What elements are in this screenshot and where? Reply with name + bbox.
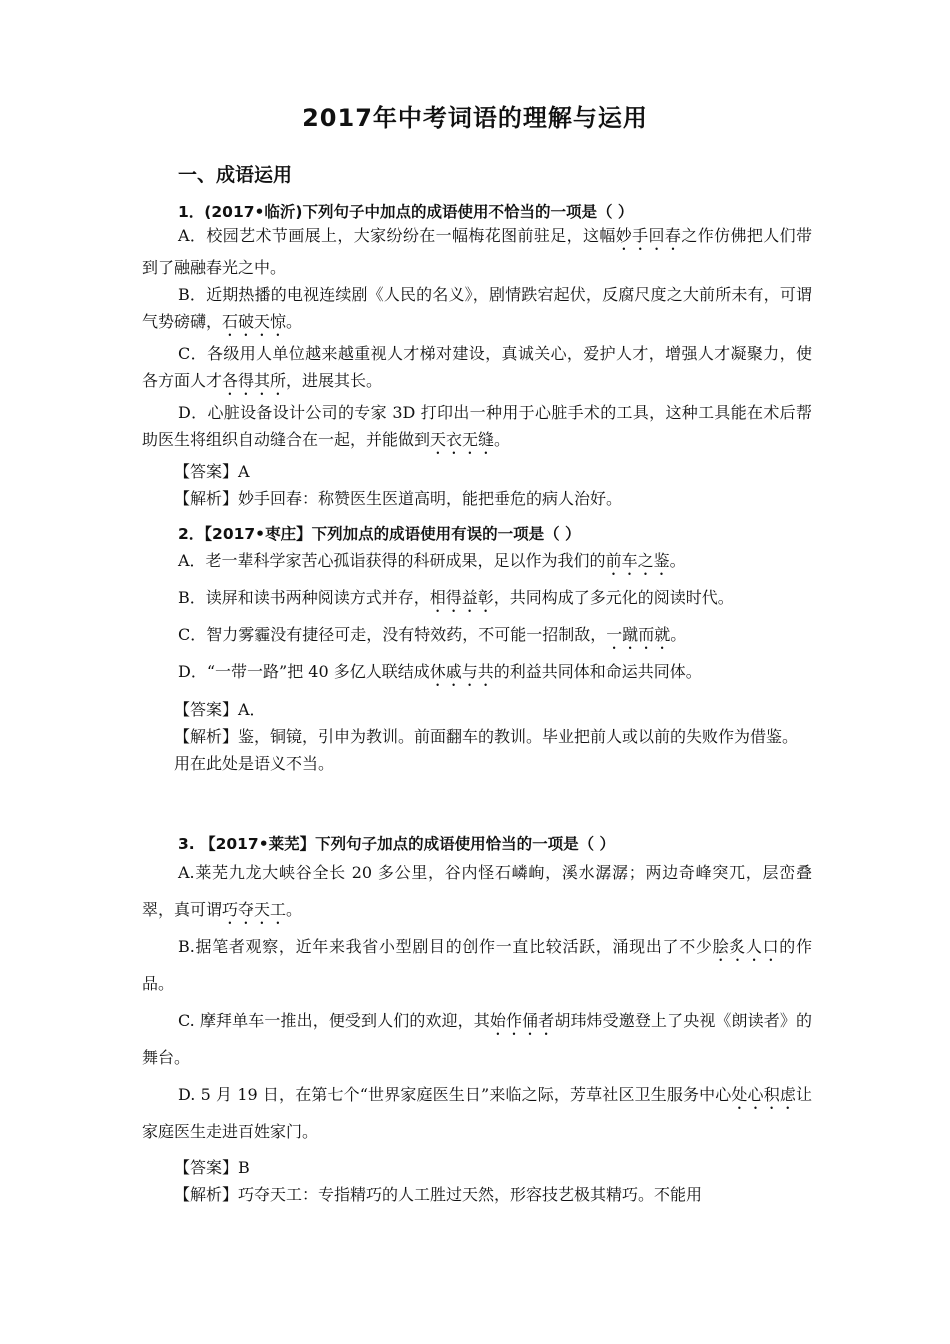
option-d: D. 5 月 19 日，在第七个“世界家庭医生日”来临之际，芳草社区卫生服务中心处心积虑让家庭医生走进百姓家门。 [142,1085,812,1141]
answer: 【答案】A [174,462,250,481]
highlighted-idiom: 一蹴而就 [606,625,671,644]
analysis: 【解析】巧夺天工：专指精巧的人工胜过天然，形容技艺极其精巧。不能用 [174,1185,703,1204]
question-1 [142,200,812,512]
option-b: B．读屏和读书两种阅读方式并存，相得益彰，共同构成了多元化的阅读时代。 [178,588,734,607]
highlighted-idiom: 始作俑者 [489,1011,555,1030]
option-b: B.据笔者观察，近年来我省小型剧目的创作一直比较活跃，涌现出了不少脍炙人口的作品。 [142,937,812,993]
highlighted-idiom: 巧夺天工 [222,900,287,919]
highlighted-idiom: 石破天惊 [222,312,287,331]
question-title: 1．(2017•临沂)下列句子中加点的成语使用不恰当的一项是（ ） [178,203,634,221]
analysis: 【解析】妙手回春：称赞医生医道高明，能把垂危的病人治好。 [174,489,623,508]
section-heading: 一、成语运用 [178,164,293,186]
highlighted-idiom: 脍炙人口 [712,937,780,956]
highlighted-idiom: 前车之鉴 [605,551,670,570]
highlighted-idiom: 相得益彰 [429,588,494,607]
highlighted-idiom: 妙手回春 [615,226,682,245]
option-d: D．“一带一路”把 40 多亿人联结成休戚与共的利益共同体和命运共同体。 [178,662,702,681]
option-c: C．智力雾霾没有捷径可走，没有特效药，不可能一招制敌，一蹴而就。 [178,625,687,644]
analysis: 【解析】鉴，铜镜，引申为教训。前面翻车的教训。毕业把前人或以前的失败作为借鉴。用在此处是语义不当。 [174,727,799,773]
option-a: A．校园艺术节画展上，大家纷纷在一幅梅花图前驻足，这幅妙手回春之作仿佛把人们带到了融融春光之中。 [142,226,812,277]
option-a: A.莱芜九龙大峡谷全长 20 多公里，谷内怪石嶙峋，溪水潺潺；两边奇峰突兀，层峦叠翠，真可谓巧夺天工。 [142,863,812,919]
highlighted-idiom: 天衣无缝 [430,430,495,449]
question-2 [142,522,812,777]
question-title: 3. 【2017•莱芜】下列句子加点的成语使用恰当的一项是（ ） [178,835,616,853]
answer: 【答案】B [174,1158,250,1177]
option-d: D．心脏设备设计公司的专家 3D 打印出一种用于心脏手术的工具，这种工具能在术后帮助医生将组织自动缝合在一起，并能做到天衣无缝。 [142,403,812,449]
option-a: A．老一辈科学家苦心孤诣获得的科研成果，足以作为我们的前车之鉴。 [178,551,686,570]
document-title: 2017年中考词语的理解与运用 [302,104,648,132]
highlighted-idiom: 休戚与共 [429,662,494,681]
highlighted-idiom: 处心积虑 [731,1085,796,1104]
option-c: C．各级用人单位越来越重视人才梯对建设，真诚关心，爱护人才，增强人才凝聚力，使各方面人才各得其所，进展其长。 [142,344,812,390]
highlighted-idiom: 各得其所 [222,371,287,390]
question-3 [142,832,812,1208]
answer: 【答案】A． [174,700,266,719]
option-c: C. 摩拜单车一推出，便受到人们的欢迎，其始作俑者胡玮炜受邀登上了央视《朗读者》的舞台。 [142,1011,812,1067]
option-b: B．近期热播的电视连续剧《人民的名义》，剧情跌宕起伏，反腐尺度之大前所未有，可谓气势磅礴，石破天惊。 [142,285,812,331]
question-title: 2．【2017•枣庄】下列加点的成语使用有误的一项是（ ） [178,525,581,543]
